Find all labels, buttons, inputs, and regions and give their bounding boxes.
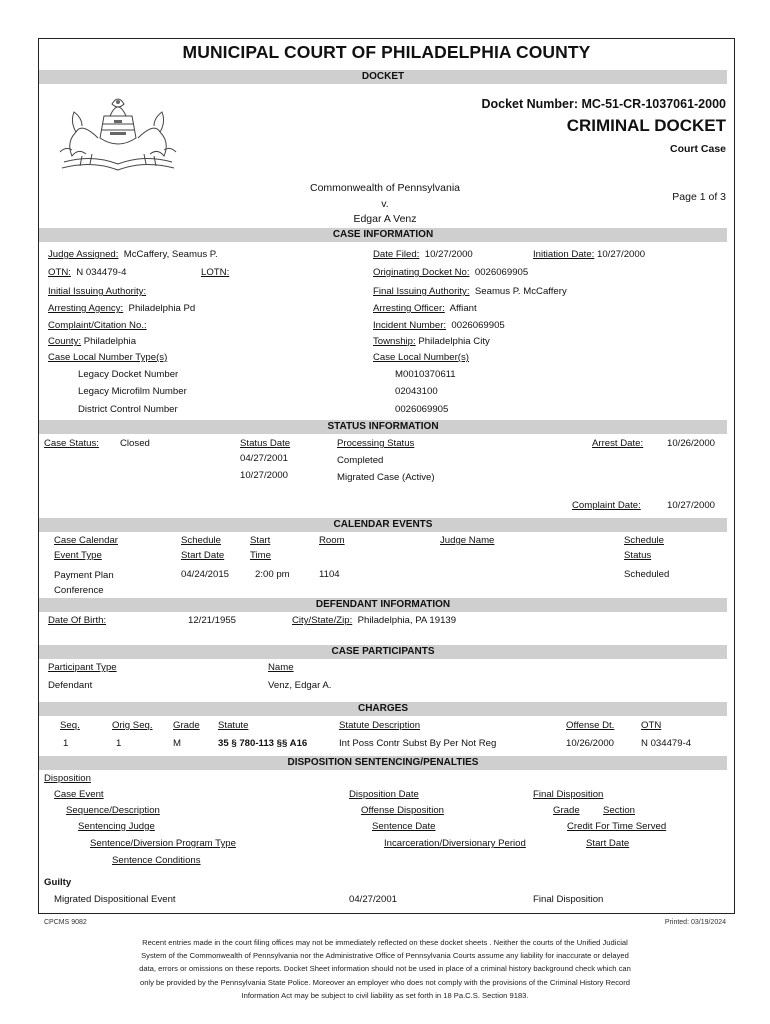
schedule-status-header-1: Schedule	[624, 535, 665, 546]
township-label: Township:	[373, 336, 416, 347]
court-title: MUNICIPAL COURT OF PHILADELPHIA COUNTY	[182, 42, 591, 62]
final-disposition-header: Final Disposition	[533, 789, 604, 800]
county-value: Philadelphia	[83, 336, 137, 347]
orig-docket-label: Originating Docket No:	[373, 267, 470, 278]
case-event-header: Case Event	[54, 789, 104, 800]
schedule-status-header-2: Status	[624, 550, 652, 561]
local-type-1: Legacy Docket Number	[78, 369, 179, 380]
arresting-agency-row	[48, 303, 195, 314]
processing-status-label: Processing Status	[337, 438, 415, 449]
calendar-events-band: CALENDAR EVENTS	[39, 518, 727, 532]
incarceration-header: Incarceration/Diversionary Period	[384, 838, 526, 849]
page-number: Page 1 of 3	[672, 191, 726, 203]
case-status-value: Closed	[120, 438, 150, 449]
calendar-event-type-1: Payment Plan	[54, 570, 114, 581]
date-filed-label: Date Filed:	[373, 249, 420, 260]
room-header: Room	[319, 535, 345, 546]
complaint-citation-label: Complaint/Citation No.:	[48, 320, 147, 331]
participant-type-label: Participant Type	[48, 662, 117, 673]
charge-offense-date-header: Offense Dt.	[566, 720, 615, 731]
schedule-header-2: Start Date	[181, 550, 225, 561]
local-type-2: Legacy Microfilm Number	[78, 386, 187, 397]
sentencing-judge-header: Sentencing Judge	[78, 821, 155, 832]
initiation-label: Initiation Date:	[533, 249, 595, 260]
judge-name-header: Judge Name	[440, 535, 495, 546]
printed-date: Printed: 03/19/2024	[664, 919, 726, 926]
county-label: County:	[48, 336, 82, 347]
sentence-program-header: Sentence/Diversion Program Type	[90, 838, 236, 849]
credit-time-served-header: Credit For Time Served	[567, 821, 667, 832]
judge-label: Judge Assigned:	[48, 249, 119, 260]
calendar-start-time: 2:00 pm	[255, 569, 290, 580]
local-numbers-label: Case Local Number(s)	[373, 352, 469, 363]
arresting-officer-value: Affiant	[449, 303, 477, 314]
arresting-agency-label: Arresting Agency:	[48, 303, 124, 314]
county-row	[48, 336, 136, 347]
charge-grade-header: Grade	[173, 720, 200, 731]
processing-status-2: Migrated Case (Active)	[337, 472, 435, 483]
disposition-grade-header: Grade	[553, 805, 580, 816]
offense-disposition-header: Offense Disposition	[361, 805, 445, 816]
charge-orig-seq: 1	[116, 738, 122, 749]
lotn-label: LOTN:	[201, 267, 230, 278]
arresting-officer-row	[373, 303, 477, 314]
participant-name-value: Venz, Edgar A.	[268, 680, 332, 691]
participant-type-value: Defendant	[48, 680, 93, 691]
case-participants-band: CASE PARTICIPANTS	[39, 645, 727, 659]
status-date-label: Status Date	[240, 438, 291, 449]
disclaimer	[80, 936, 690, 1002]
local-type-3: District Control Number	[78, 404, 178, 415]
pennsylvania-seal-icon	[52, 92, 184, 177]
case-status-label: Case Status:	[44, 438, 99, 449]
arrest-date-label: Arrest Date:	[592, 438, 644, 449]
form-id: CPCMS 9082	[44, 919, 87, 926]
otn-row	[48, 267, 126, 278]
city-state-zip-row	[292, 615, 456, 626]
disposition-band: DISPOSITION SENTENCING/PENALTIES	[39, 756, 727, 770]
sentence-date-header: Sentence Date	[372, 821, 436, 832]
charges-band: CHARGES	[39, 702, 727, 716]
complaint-date-value: 10/27/2000	[667, 500, 716, 511]
charge-otn: N 034479-4	[641, 738, 692, 749]
arresting-officer-label: Arresting Officer:	[373, 303, 445, 314]
final-disposition-value: Final Disposition	[533, 894, 604, 905]
local-number-1: M0010370611	[395, 369, 456, 380]
charge-orig-seq-header: Orig Seq.	[112, 720, 153, 731]
local-number-2: 02043100	[395, 386, 438, 397]
date-filed-value: 10/27/2000	[424, 249, 473, 260]
township-value: Philadelphia City	[418, 336, 490, 347]
disclaimer-line-4: only be provided by the Pennsylvania State Police. Moreover an employer who does not comply with the provisions of the Criminal History Record	[139, 977, 631, 987]
date-filed-row	[373, 249, 473, 260]
disclaimer-line-5: Information Act may be subject to civil liability as set forth in 18 Pa.C.S. Section 9183.	[241, 990, 529, 1000]
disposition-header: Disposition	[44, 773, 91, 784]
orig-docket-row	[373, 267, 528, 278]
orig-docket-value: 0026069905	[474, 267, 529, 278]
otn-label: OTN:	[48, 267, 71, 278]
caption-line1: Commonwealth of Pennsylvania	[310, 182, 460, 194]
charge-offense-date: 10/26/2000	[566, 738, 615, 749]
sentence-conditions-header: Sentence Conditions	[112, 855, 201, 866]
processing-status-1: Completed	[337, 455, 384, 466]
charge-seq: 1	[63, 738, 69, 749]
court-case-label: Court Case	[669, 143, 726, 155]
charge-otn-header: OTN	[641, 720, 662, 731]
charge-grade: M	[173, 738, 181, 749]
local-number-types-label: Case Local Number Type(s)	[48, 352, 168, 363]
otn-value: N 034479-4	[76, 267, 127, 278]
calendar-event-header-1: Case Calendar	[54, 535, 118, 546]
final-authority-label: Final Issuing Authority:	[373, 286, 470, 297]
sequence-description-header: Sequence/Description	[66, 805, 160, 816]
incident-label: Incident Number:	[373, 320, 447, 331]
city-state-zip-value: Philadelphia, PA 19139	[357, 615, 457, 626]
final-authority-row	[373, 286, 567, 297]
start-header-1: Start	[250, 535, 271, 546]
status-date-2: 10/27/2000	[240, 470, 289, 481]
docket-type: CRIMINAL DOCKET	[566, 116, 726, 135]
disposition-date-value: 04/27/2001	[349, 894, 398, 905]
final-authority-value: Seamus P. McCaffery	[474, 286, 567, 297]
calendar-start-date: 04/24/2015	[181, 569, 230, 580]
disposition-date-header: Disposition Date	[349, 789, 419, 800]
charge-description-header: Statute Description	[339, 720, 421, 731]
disposition-start-date-header: Start Date	[586, 838, 630, 849]
township-row	[373, 336, 490, 347]
arrest-date-value: 10/26/2000	[667, 438, 716, 449]
charge-statute-header: Statute	[218, 720, 249, 731]
charge-statute: 35 § 780-113 §§ A16	[218, 738, 308, 749]
disclaimer-line-3: data, errors or omissions on these reports. Docket Sheet information should not be used in place of a criminal history background check which can	[139, 964, 631, 974]
docket-band: DOCKET	[39, 70, 727, 84]
incident-row	[373, 320, 505, 331]
status-date-1: 04/27/2001	[240, 453, 289, 464]
case-information-band: CASE INFORMATION	[39, 228, 727, 242]
disposition-event-value: Migrated Dispositional Event	[54, 894, 176, 905]
disclaimer-line-2: System of the Commonwealth of Pennsylvania nor the Administrative Office of Pennsylvania Courts assume any liability for inaccurate or delayed	[141, 951, 629, 961]
start-header-2: Time	[250, 550, 271, 561]
incident-value: 0026069905	[451, 320, 505, 331]
disposition-section-header: Section	[603, 805, 635, 816]
participant-name-label: Name	[268, 662, 294, 673]
calendar-status: Scheduled	[624, 569, 670, 580]
initial-authority-label: Initial Issuing Authority:	[48, 286, 147, 297]
schedule-header-1: Schedule	[181, 535, 222, 546]
calendar-room: 1104	[319, 569, 340, 580]
complaint-date-label: Complaint Date:	[572, 500, 641, 511]
initiation-value: 10/27/2000	[597, 249, 646, 260]
guilty-label: Guilty	[44, 877, 72, 888]
arresting-agency-value: Philadelphia Pd	[128, 303, 196, 314]
local-number-3: 0026069905	[395, 404, 449, 415]
dob-value: 12/21/1955	[188, 615, 237, 626]
initiation-row	[533, 249, 645, 260]
charge-description: Int Poss Contr Subst By Per Not Reg	[339, 738, 497, 749]
caption-line2: v.	[381, 198, 389, 210]
status-information-band: STATUS INFORMATION	[39, 420, 727, 434]
judge-row	[48, 249, 218, 260]
judge-value: McCaffery, Seamus P.	[123, 249, 218, 260]
charge-seq-header: Seq.	[60, 720, 80, 731]
caption-line3: Edgar A Venz	[353, 213, 417, 225]
calendar-event-type-2: Conference	[54, 585, 104, 596]
defendant-information-band: DEFENDANT INFORMATION	[39, 598, 727, 612]
calendar-event-header-2: Event Type	[54, 550, 102, 561]
docket-number: Docket Number: MC-51-CR-1037061-2000	[481, 97, 726, 111]
dob-label: Date Of Birth:	[48, 615, 107, 626]
city-state-zip-label: City/State/Zip:	[292, 615, 353, 626]
disclaimer-line-1: Recent entries made in the court filing offices may not be immediately reflected on these docket sheets . Neither the courts of the Unified Judicial	[142, 938, 628, 947]
